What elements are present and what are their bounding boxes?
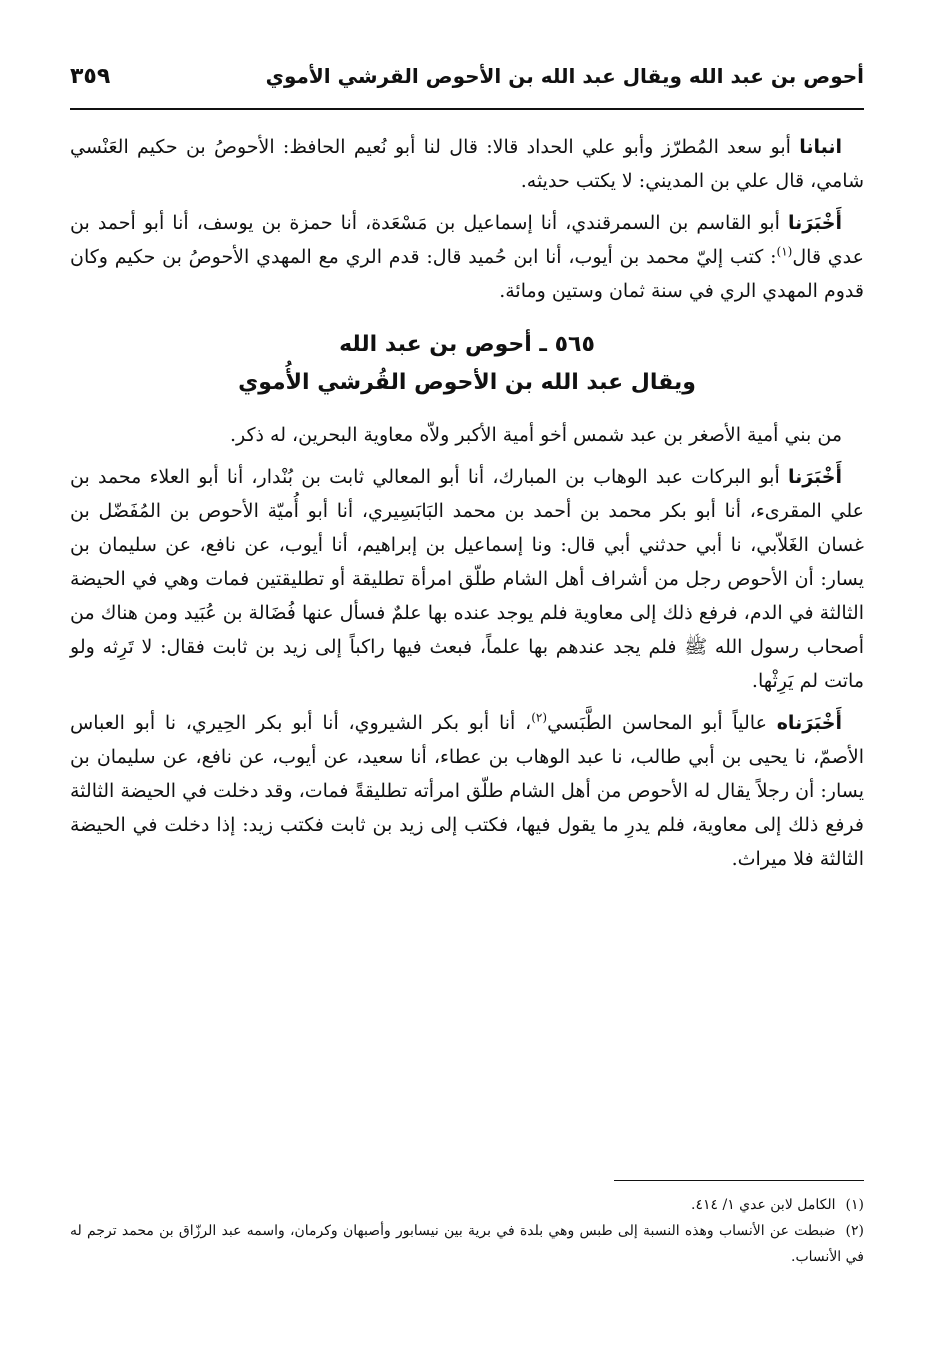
footnote: [70, 1192, 864, 1218]
paragraph: [70, 206, 864, 308]
paragraph: [70, 418, 864, 452]
paragraph-text: أبو سعد المُطرّز وأبو علي الحداد قالا: قال لنا أبو نُعيم الحافظ: الأحوصُ بن حكيم العَنْسي شامي، قال علي بن المديني: لا يكتب حديثه.: [70, 136, 864, 192]
paragraph: [70, 706, 864, 876]
page-header: [70, 60, 864, 104]
entry-heading-line1: ٥٦٥ ـ أحوص بن عبد الله: [339, 332, 595, 357]
paragraph-text-continued: ، أنا أبو بكر الشيروي، أنا أبو بكر الحِيري، نا أبو العباس الأصمّ، نا يحيى بن أبي طالب، نا عبد الوهاب بن عطاء، أنا سعيد، عن أيوب، عن نافع، عن سليمان بن يسار: أن رجلاً يقال له الأحوص من أهل الشام طلّق امرأته تطليقةً فمات، وقد دخلت في الحيضة الثالثة فرفع ذلك إلى معاوية، فلم يدرِ ما يقول فيها، فكتب إلى زيد بن ثابت فكتب زيد: إذا دخلت في الحيضة الثالثة فلا ميراث.: [70, 712, 864, 870]
paragraph-text: عالياً أبو المحاسن الطَّبَسي: [547, 712, 777, 734]
footnote-text: الكامل لابن عدي ١/ ٤١٤.: [691, 1197, 836, 1213]
footnote-reference: (١): [776, 244, 793, 259]
main-text: [70, 130, 864, 884]
footnotes: [70, 1192, 864, 1270]
paragraph-lead-word: أَخْبَرَنا: [787, 466, 842, 488]
entry-heading: [70, 326, 864, 402]
header-divider: [70, 108, 864, 110]
paragraph-lead-word: أَخْبَرَناه: [776, 712, 842, 734]
paragraph-text: أبو البركات عبد الوهاب بن المبارك، أنا أبو المعالي ثابت بن بُنْدار، أنا أبو العلاء محمد بن علي المقرىء، أنا أبو بكر محمد بن أحمد بن محمد البَابَسِيري، أنا أبو أُميّة الأحوص بن المُفَضّل بن غسان الغَلاّبي، نا أبي حدثني أبي قال: ونا إسماعيل بن إبراهيم، أنا أيوب، عن نافع، عن سليمان بن يسار: أن الأحوص رجل من أشراف أهل الشام طلّق امرأة تطليقة أو تطليقتين فمات وهي في الحيضة الثالثة في الدم، فرفع ذلك إلى معاوية فلم يوجد عنده بها علمٌ فسأل عنها فُضَالة بن عُبَيد ومن هناك من أصحاب رسول الله ﷺ فلم يجد عندهم بها علماً، فبعث فيها راكباً إلى زيد بن ثابت فقال: لا تَرِثه ولو ماتت لم يَرِثْها.: [70, 466, 864, 692]
paragraph-text-continued: : كتب إليّ محمد بن أيوب، أنا ابن حُميد قال: قدم الري مع المهدي الأحوصُ بن حكيم وكان قدوم المهدي الري في سنة ثمان وستين ومائة.: [70, 246, 864, 302]
paragraph-text: أبو القاسم بن السمرقندي، أنا إسماعيل بن مَسْعَدة، أنا حمزة بن يوسف، أنا أبو أحمد بن عدي قال: [70, 212, 864, 268]
entry-heading-line2: ويقال عبد الله بن الأحوص القُرشي الأُموي: [238, 370, 696, 395]
paragraph-lead-word: أَخْبَرَنا: [787, 212, 842, 234]
footnote-divider: [614, 1180, 864, 1181]
paragraph-text: من بني أمية الأصغر بن عبد شمس أخو أمية الأكبر ولاّه معاوية البحرين، له ذكر.: [229, 424, 842, 446]
footnote: [70, 1218, 864, 1270]
paragraph: [70, 130, 864, 198]
footnote-mark: (١): [845, 1197, 864, 1213]
footnote-text: ضبطت عن الأنساب وهذه النسبة إلى طبس وهي بلدة في برية بين نيسابور وأصبهان وكرمان، واسمه عبد الرزّاق بن محمد ترجم له في الأنساب.: [70, 1223, 864, 1265]
footnote-mark: (٢): [845, 1223, 864, 1239]
paragraph: [70, 460, 864, 698]
footnote-reference: (٢): [531, 710, 548, 725]
paragraph-lead-word: انبانا: [799, 136, 842, 158]
running-title: أحوص بن عبد الله ويقال عبد الله بن الأحوص القرشي الأموي: [265, 64, 864, 88]
page-number: ٣٥٩: [70, 64, 111, 89]
